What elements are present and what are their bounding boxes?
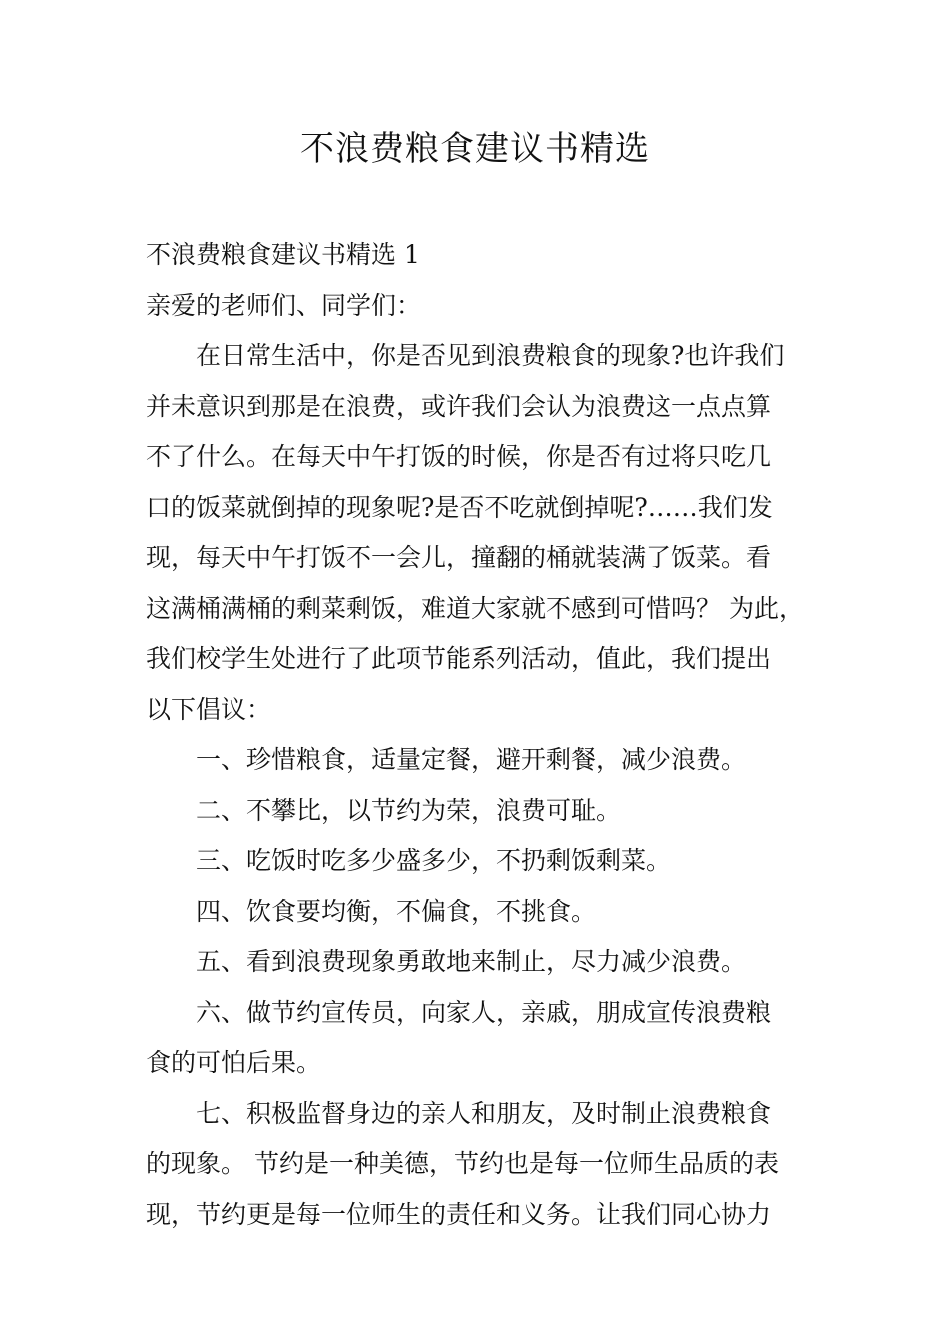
text-line: 七、积极监督身边的亲人和朋友，及时制止浪费粮食 [196,1098,772,1128]
text-line: 二、不攀比，以节约为荣，浪费可耻。 [196,795,622,825]
text-line: 口的饭菜就倒掉的现象呢?是否不吃就倒掉呢?……我们发 [146,492,773,522]
document-body [146,230,826,1240]
text-line: 不浪费粮食建议书精选 1 [146,240,420,269]
text-line: 并未意识到那是在浪费，或许我们会认为浪费这一点点算 [146,391,772,421]
text-line: 五、看到浪费现象勇敢地来制止，尽力减少浪费。 [196,947,747,976]
text-line: 食的可怕后果。 [146,1048,322,1077]
text-line: 在日常生活中，你是否见到浪费粮食的现象?也许我们 [196,341,785,370]
text-line: 现，每天中午打饭不一会儿，撞翻的桶就装满了饭菜。看 [146,543,772,572]
text-line: 现，节约更是每一位师生的责任和义务。让我们同心协力 [146,1199,772,1229]
text-line: 亲爱的老师们、同学们： [146,290,422,320]
text-line: 以下倡议： [146,694,272,724]
text-line: 四、饮食要均衡，不偏食，不挑食。 [196,896,597,926]
text-line: 六、做节约宣传员，向家人，亲戚，朋成宣传浪费粮 [196,997,772,1027]
text-line: 一、珍惜粮食，适量定餐，避开剩餐，减少浪费。 [196,745,747,774]
text-line: 这满桶满桶的剩菜剩饭，难道大家就不感到可惜吗？ 为此， [146,593,804,623]
text-line: 三、吃饭时吃多少盛多少，不扔剩饭剩菜。 [196,846,672,875]
text-line: 不了什么。在每天中午打饭的时候，你是否有过将只吃几 [146,442,772,471]
text-line: 我们校学生处进行了此项节能系列活动，值此，我们提出 [146,644,772,673]
text-line: 的现象。 节约是一种美德，节约也是每一位师生品质的表 [146,1149,779,1178]
document-title: 不浪费粮食建议书精选 [300,129,650,169]
